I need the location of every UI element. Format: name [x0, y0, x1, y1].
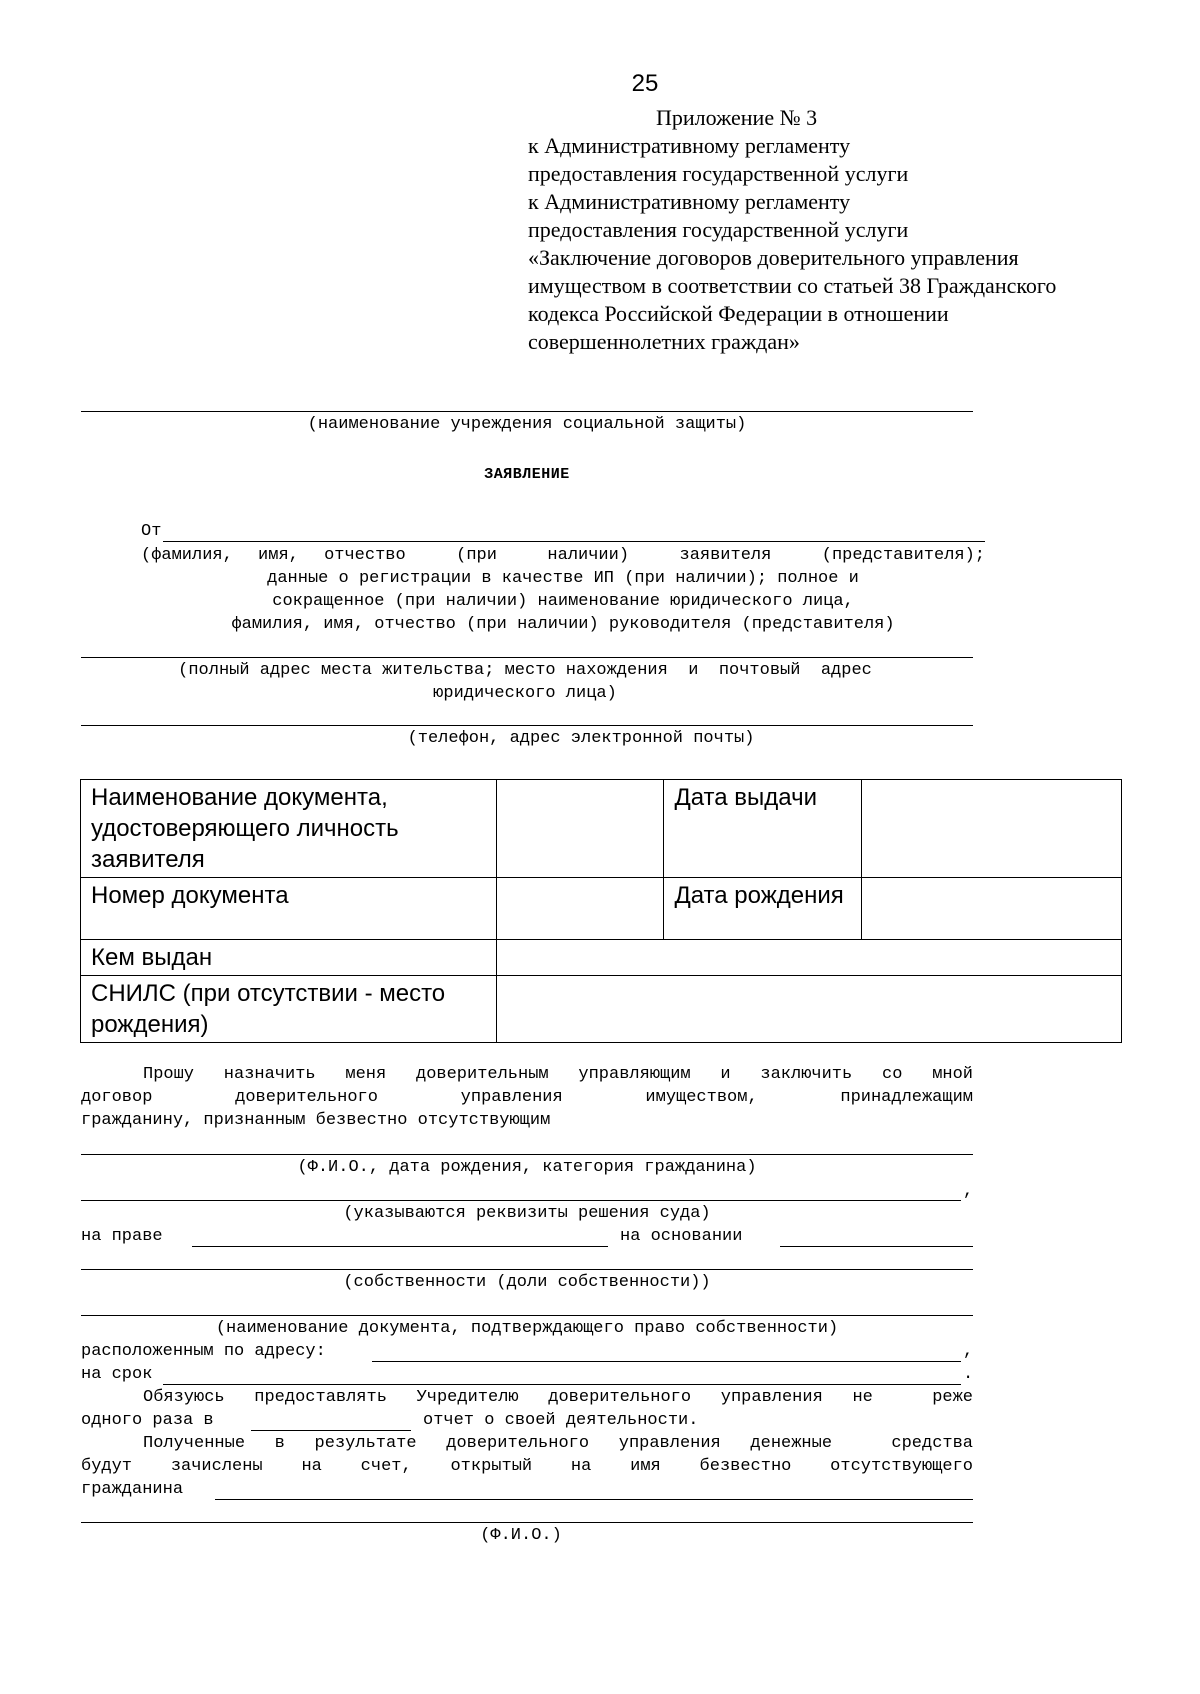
appendix-line: к Административному регламенту [528, 189, 851, 214]
appendix-line: предоставления государственной услуги [528, 161, 909, 186]
citizen-caption: (Ф.И.О., дата рождения, категория гражданина) [297, 1158, 757, 1177]
page-number: 25 [631, 70, 659, 97]
appendix-line: совершеннолетних граждан» [528, 329, 800, 354]
ownership-field[interactable] [81, 1269, 973, 1270]
applicant-caption-line: сокращенное (при наличии) наименование юридического лица, [272, 592, 854, 611]
period: . [963, 1365, 974, 1384]
funds-line: будут зачислены на счет, открытый на имя безвестно отсутствующего [81, 1457, 973, 1476]
doc-name-input[interactable] [496, 780, 664, 878]
ownership-doc-field[interactable] [81, 1315, 973, 1316]
doc-number-label: Номер документа [81, 878, 497, 940]
appendix-title: Приложение № 3 [656, 105, 818, 130]
ownership-doc-caption: (наименование документа, подтверждающего право собственности) [215, 1319, 839, 1338]
issued-by-input[interactable] [496, 940, 1121, 976]
request-text-3: гражданину, признанным безвестно отсутствующим [81, 1111, 551, 1130]
comma: , [963, 1182, 974, 1201]
institution-caption: (наименование учреждения социальной защиты) [307, 415, 747, 434]
issue-date-label: Дата выдачи [664, 780, 862, 878]
property-address-field[interactable] [372, 1361, 961, 1362]
appendix-line: «Заключение договоров доверительного управления [528, 245, 1019, 270]
address-field[interactable] [81, 657, 973, 658]
obligation-line-2b: отчет о своей деятельности. [423, 1411, 699, 1430]
citizen-field[interactable] [81, 1154, 973, 1155]
right-label: на праве [81, 1227, 163, 1246]
request-text-line [81, 1063, 973, 1132]
address-caption-line: юридического лица) [433, 684, 617, 703]
appendix-line: имуществом в соответствии со статьей 38 Гражданского [528, 273, 1057, 298]
appendix-header [528, 104, 1168, 356]
fio-field[interactable] [81, 1522, 973, 1523]
table-row [81, 940, 1122, 976]
fio-caption: (Ф.И.О.) [480, 1526, 562, 1545]
basis-label: на основании [620, 1227, 743, 1246]
doc-name-label: Наименование документа, удостоверяющего личность заявителя [81, 780, 497, 878]
ownership-caption: (собственности (доли собственности)) [343, 1273, 711, 1292]
citizen-name-field[interactable] [215, 1499, 973, 1500]
snils-input[interactable] [496, 976, 1121, 1043]
table-row [81, 878, 1122, 940]
request-text-1: Прошу назначить меня доверительным управляющим и заключить со мной [143, 1065, 973, 1084]
request-text-2: договор доверительного управления имуществом, принадлежащим [81, 1088, 973, 1107]
comma: , [963, 1342, 974, 1361]
term-label: на срок [81, 1365, 153, 1384]
appendix-line: кодекса Российской Федерации в отношении [528, 301, 949, 326]
applicant-caption-line: (фамилия, имя, отчество (при наличии) заявителя (представителя); [141, 546, 985, 565]
appendix-line: к Административному регламенту [528, 133, 851, 158]
term-field[interactable] [163, 1384, 961, 1385]
funds-line: Полученные в результате доверительного управления денежные средства [143, 1434, 973, 1453]
funds-line-3: гражданина [81, 1480, 184, 1499]
applicant-field[interactable] [163, 541, 985, 542]
table-row [81, 976, 1122, 1043]
statement-heading: ЗАЯВЛЕНИЕ [484, 466, 570, 483]
contact-field[interactable] [81, 725, 973, 726]
birth-date-input[interactable] [862, 878, 1122, 940]
applicant-caption [141, 544, 985, 636]
address-caption [105, 659, 945, 705]
obligation-line-2a: одного раза в [81, 1411, 214, 1430]
right-field[interactable] [192, 1246, 608, 1247]
court-caption: (указываются реквизиты решения суда) [343, 1204, 711, 1223]
applicant-caption-line: фамилия, имя, отчество (при наличии) руководителя (представителя) [231, 615, 895, 634]
contact-caption: (телефон, адрес электронной почты) [407, 729, 755, 748]
doc-number-input[interactable] [496, 878, 664, 940]
issue-date-input[interactable] [862, 780, 1122, 878]
appendix-line: предоставления государственной услуги [528, 217, 909, 242]
snils-label: СНИЛС (при отсутствии - место рождения) [81, 976, 497, 1043]
institution-field[interactable] [81, 411, 973, 412]
court-decision-field[interactable] [81, 1200, 961, 1201]
property-address-label: расположенным по адресу: [81, 1342, 326, 1361]
report-frequency-field[interactable] [251, 1430, 411, 1431]
issued-by-label: Кем выдан [81, 940, 497, 976]
birth-date-label: Дата рождения [664, 878, 862, 940]
basis-field[interactable] [780, 1246, 973, 1247]
from-label: От [141, 522, 162, 541]
address-caption-line: (полный адрес места жительства; место нахождения и почтовый адрес [178, 661, 872, 680]
applicant-caption-line: данные о регистрации в качестве ИП (при наличии); полное и [267, 569, 859, 588]
identity-table [80, 779, 1122, 1043]
table-row [81, 780, 1122, 878]
obligation-line: Обязуюсь предоставлять Учредителю доверительного управления не реже [143, 1388, 973, 1407]
